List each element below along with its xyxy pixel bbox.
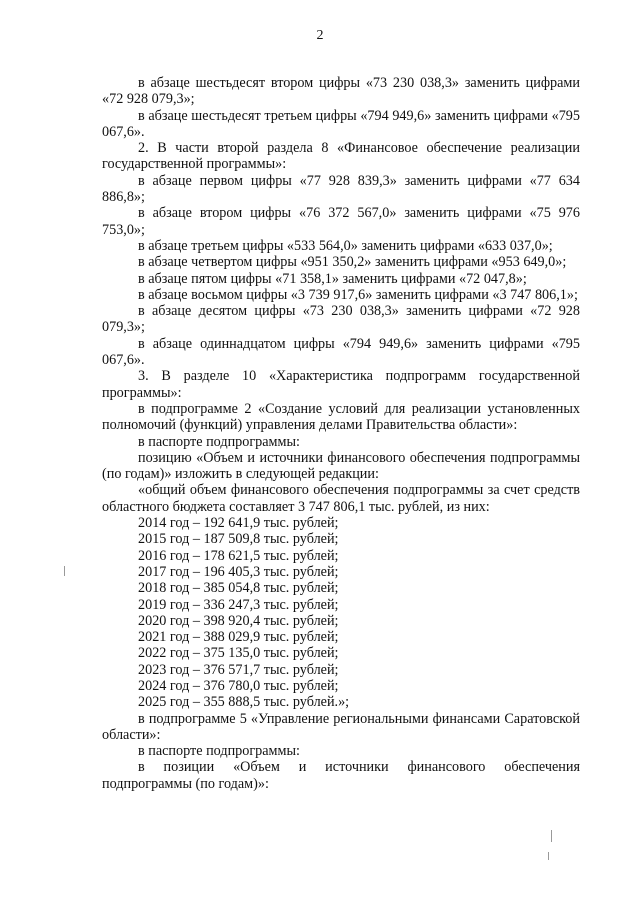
- scan-mark: [548, 852, 549, 860]
- paragraph: в абзаце восьмом цифры «3 739 917,6» заменить цифрами «3 747 806,1»;: [138, 286, 578, 303]
- paragraph: в абзаце втором цифры «76 372 567,0» заменить цифрами «75 976 753,0»;: [102, 205, 580, 238]
- year-item: 2015 год – 187 509,8 тыс. рублей;: [138, 531, 339, 548]
- year-item: 2022 год – 375 135,0 тыс. рублей;: [138, 645, 339, 662]
- year-item: 2019 год – 336 247,3 тыс. рублей;: [138, 596, 339, 613]
- year-item: 2020 год – 398 920,4 тыс. рублей;: [138, 612, 339, 629]
- paragraph: 3. В разделе 10 «Характеристика подпрограмм государственной программы»:: [102, 368, 580, 401]
- paragraph: в абзаце первом цифры «77 928 839,3» заменить цифрами «77 634 886,8»;: [102, 172, 580, 206]
- paragraph: 2. В части второй раздела 8 «Финансовое обеспечение реализации государственной программы»:: [102, 140, 580, 173]
- paragraph: в подпрограмме 2 «Создание условий для реализации установленных полномочий (функций) управления делами Правительства области»:: [102, 400, 580, 434]
- scan-mark: [64, 566, 65, 576]
- paragraph: в абзаце шестьдесят третьем цифры «794 949,6» заменить цифрами «795 067,6».: [102, 107, 580, 140]
- scan-mark: [551, 830, 552, 842]
- paragraph: «общий объем финансового обеспечения подпрограммы за счет средств областного бюджета составляет 3 747 806,1 тыс. рублей, из них:: [102, 482, 580, 515]
- year-item: 2018 год – 385 054,8 тыс. рублей;: [138, 580, 339, 597]
- paragraph: в абзаце третьем цифры «533 564,0» заменить цифрами «633 037,0»;: [138, 237, 553, 254]
- paragraph: в паспорте подпрограммы:: [138, 433, 300, 450]
- year-item: 2023 год – 376 571,7 тыс. рублей;: [138, 661, 339, 678]
- paragraph: в абзаце десятом цифры «73 230 038,3» заменить цифрами «72 928 079,3»;: [102, 303, 580, 336]
- year-item: 2016 год – 178 621,5 тыс. рублей;: [138, 547, 339, 564]
- year-list: [102, 515, 580, 711]
- year-item: 2021 год – 388 029,9 тыс. рублей;: [138, 629, 339, 646]
- year-item: 2025 год – 355 888,5 тыс. рублей.»;: [138, 694, 350, 711]
- paragraph: в абзаце четвертом цифры «951 350,2» заменить цифрами «953 649,0»;: [138, 254, 567, 271]
- page-number: 2: [316, 28, 324, 43]
- document-body: [102, 75, 580, 792]
- paragraph: позицию «Объем и источники финансового обеспечения подпрограммы (по годам)» изложить в следующей редакции:: [102, 449, 580, 483]
- year-item: 2024 год – 376 780,0 тыс. рублей;: [138, 677, 339, 694]
- year-item: 2014 год – 192 641,9 тыс. рублей;: [138, 515, 339, 532]
- paragraph: в паспорте подпрограммы:: [138, 743, 300, 760]
- paragraph: в позиции «Объем и источники финансового обеспечения подпрограммы (по годам)»:: [102, 759, 580, 792]
- paragraph: в подпрограмме 5 «Управление региональными финансами Саратовской области»:: [102, 710, 580, 743]
- paragraph: в абзаце шестьдесят втором цифры «73 230 038,3» заменить цифрами «72 928 079,3»;: [102, 75, 580, 108]
- paragraph: в абзаце пятом цифры «71 358,1» заменить цифрами «72 047,8»;: [138, 270, 527, 287]
- year-item: 2017 год – 196 405,3 тыс. рублей;: [138, 563, 339, 580]
- paragraph: в абзаце одиннадцатом цифры «794 949,6» заменить цифрами «795 067,6».: [102, 335, 580, 369]
